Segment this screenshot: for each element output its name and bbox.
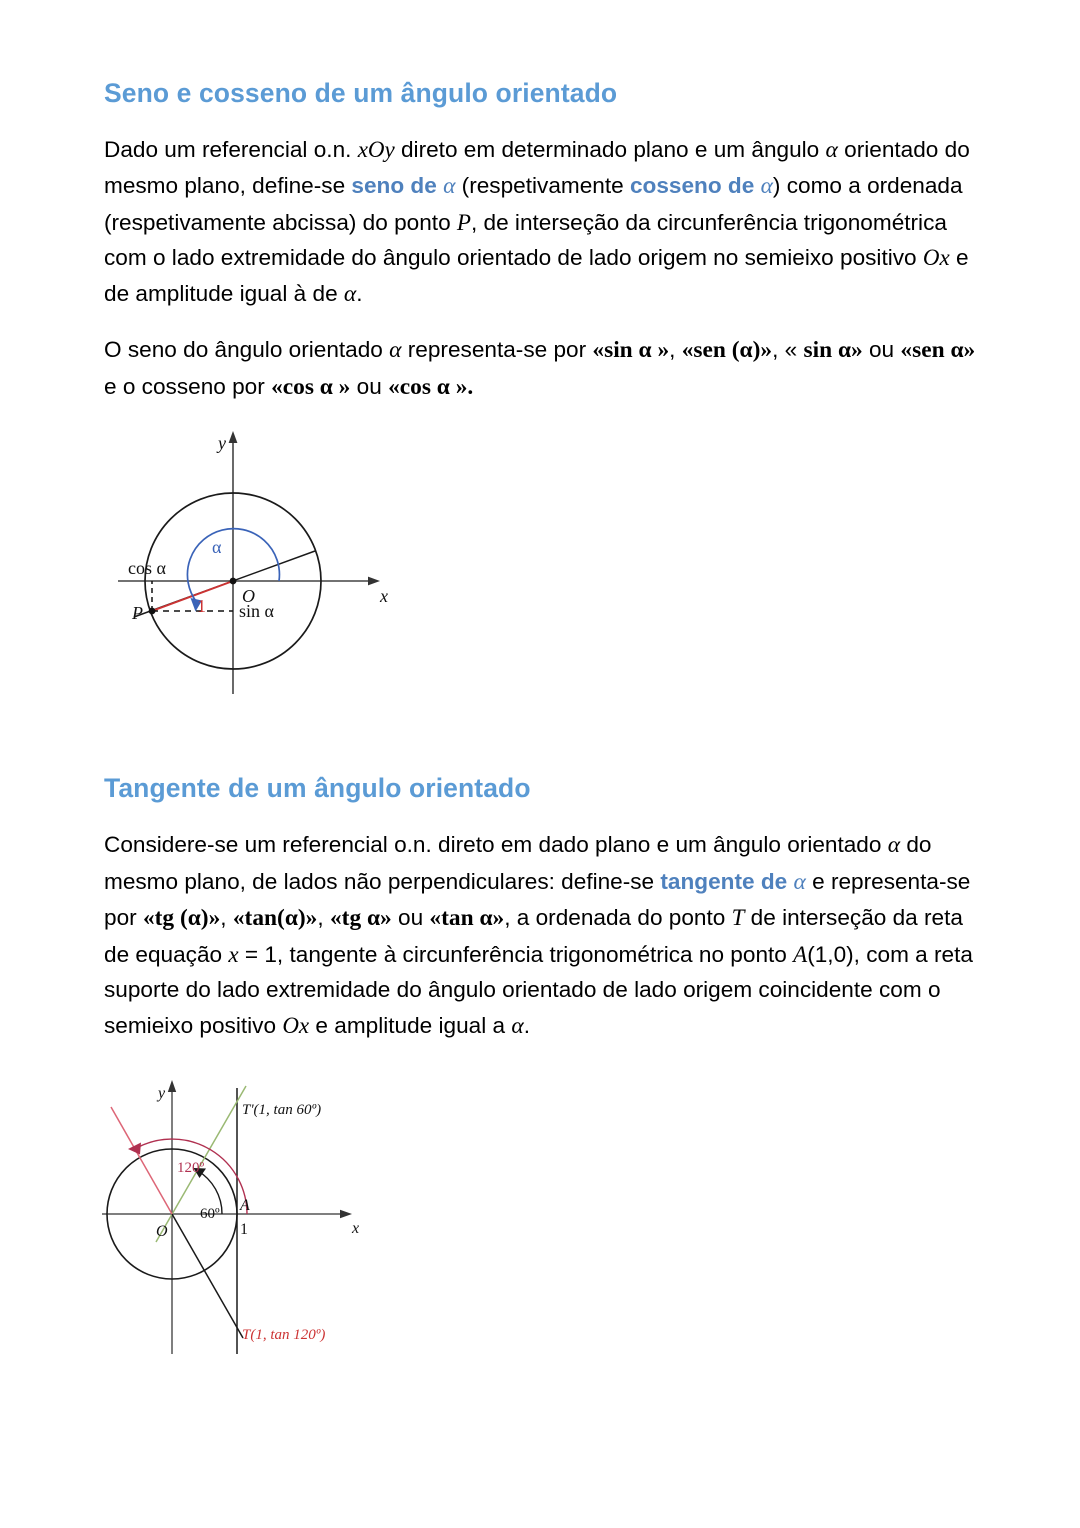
y-axis-arrowhead xyxy=(168,1080,176,1092)
x-axis-label: x xyxy=(380,586,388,607)
text-run: ou xyxy=(350,373,389,399)
term-label: cosseno de xyxy=(629,173,761,199)
y-axis-label: y xyxy=(218,433,226,454)
text-run: e de amplitude igual à de xyxy=(104,245,969,306)
point-a-label: A xyxy=(240,1197,250,1215)
math-t: T xyxy=(731,905,745,931)
page-title-tangente: Tangente de um ângulo orientado xyxy=(104,773,531,804)
text-run: e o cosseno por xyxy=(104,373,272,399)
notation-tan-alpha: «tan α» xyxy=(429,905,505,932)
y-axis-label: y xyxy=(158,1085,166,1103)
paragraph-definicao-tangente xyxy=(104,827,984,1044)
angle-arc-120-arrowhead xyxy=(128,1143,141,1155)
math-ox-label: Ox xyxy=(922,245,950,271)
text-run: Dado um referencial o.n. xyxy=(104,136,358,162)
text-run: (1,0), com a reta suporte do lado extremidade do ângulo orientado de lado origem coincidente com o semieixo positivo xyxy=(104,941,973,1038)
text-run: = 1, tangente à circunferência trigonométrica no ponto xyxy=(238,941,794,967)
text-run: , xyxy=(669,337,682,363)
text-run: direto em determinado plano e um ângulo xyxy=(394,136,826,162)
math-alpha: α xyxy=(793,868,806,895)
x-axis-arrowhead xyxy=(340,1210,352,1218)
math-alpha: α xyxy=(343,280,357,307)
text-run: . xyxy=(523,1012,530,1038)
math-alpha: α xyxy=(887,832,901,859)
term-label: tangente de xyxy=(660,868,794,894)
ray-120-degrees xyxy=(111,1107,172,1214)
text-run: O seno do ângulo orientado xyxy=(104,337,390,363)
text-run: representa-se por xyxy=(401,337,593,363)
text-run: , a ordenada do ponto xyxy=(504,905,732,931)
text-run: e representa-se por xyxy=(104,868,971,931)
math-alpha: α xyxy=(760,173,773,200)
figure-tangent-svg xyxy=(100,1066,420,1366)
math-ox xyxy=(923,245,950,270)
cos-alpha-label: cos α xyxy=(128,558,166,579)
page-title-seno-cosseno: Seno e cosseno de um ângulo orientado xyxy=(104,78,618,108)
math-alpha: α xyxy=(389,337,402,364)
x-axis-arrowhead xyxy=(368,577,380,586)
origin-label: O xyxy=(156,1223,168,1241)
figure-tangent-line xyxy=(100,1066,420,1366)
notation-tan-paren-alpha: «tan(α)» xyxy=(232,905,318,932)
math-alpha: α xyxy=(825,136,838,163)
text-run: , xyxy=(317,905,330,931)
text-run: ou xyxy=(391,905,430,931)
text-run: ) como a ordenada (respetivamente abcissa) do ponto xyxy=(104,173,963,235)
text-run: orientado do mesmo plano, define-se xyxy=(104,136,970,199)
text-run: do mesmo plano, de lados não perpendiculares: define-se xyxy=(104,832,932,894)
figure-unit-circle-svg xyxy=(100,419,420,709)
term-label: seno de xyxy=(351,173,444,199)
term-seno-de xyxy=(351,173,455,198)
angle-60-label: 60º xyxy=(200,1206,220,1223)
text-run: , de interseção da circunferência trigonométrica com o lado extremidade do ângulo orientado de lado origem no semieixo positivo xyxy=(104,209,947,271)
text-run: , xyxy=(220,905,233,931)
point-a-value-label: 1 xyxy=(240,1221,248,1239)
origin-point-dot xyxy=(230,578,237,585)
math-a: A xyxy=(793,941,808,967)
angle-120-label: 120º xyxy=(177,1160,205,1177)
text-run: ou xyxy=(862,337,901,363)
text-run: , « xyxy=(772,337,804,363)
term-tangente-de xyxy=(660,869,805,894)
y-axis-arrowhead xyxy=(229,431,238,443)
point-p-dot xyxy=(149,608,156,615)
notation-cos-alpha-alt: «cos α ». xyxy=(388,373,474,400)
sin-alpha-label: sin α xyxy=(239,601,274,622)
point-p-label: P xyxy=(132,603,143,624)
x-axis-label: x xyxy=(352,1220,360,1238)
text-run: de interseção da reta de equação xyxy=(104,905,963,967)
angle-alpha-label: α xyxy=(212,537,222,558)
notation-sin-alpha: «sin α » xyxy=(592,337,670,364)
notation-sin-alpha-alt: sin α» xyxy=(803,337,863,364)
paragraph-notacoes-seno-cosseno xyxy=(104,332,984,405)
angle-arc-120 xyxy=(137,1139,248,1214)
paragraph-definicao-seno-cosseno xyxy=(104,132,984,313)
math-x: x xyxy=(228,941,239,967)
term-cosseno-de xyxy=(630,173,773,198)
document-content xyxy=(104,78,984,1366)
math-xoy: xOy xyxy=(357,136,395,162)
point-t-label: T(1, tan 120º) xyxy=(242,1327,326,1344)
notation-tg-alpha: «tg α» xyxy=(329,905,392,932)
math-alpha: α xyxy=(443,173,456,200)
notation-sen-paren-alpha: «sen (α)» xyxy=(681,337,773,364)
radius-length-label: 1 xyxy=(197,596,206,617)
text-run: e amplitude igual a xyxy=(309,1012,512,1038)
math-ox xyxy=(282,1013,309,1038)
origin-label: O xyxy=(242,586,255,607)
text-run: . xyxy=(356,280,363,306)
ray-120-degrees-extension xyxy=(172,1214,243,1338)
notation-cos-alpha: «cos α » xyxy=(271,373,351,400)
notation-tg-paren-alpha: «tg (α)» xyxy=(142,905,221,932)
figure-unit-circle-sine-cosine xyxy=(100,419,420,709)
notation-sen-alpha: «sen α» xyxy=(900,337,976,364)
math-ox-label: Ox xyxy=(282,1012,310,1038)
math-p: P xyxy=(456,209,471,235)
point-t-prime-label: T'(1, tan 60º) xyxy=(242,1102,322,1119)
math-alpha: α xyxy=(511,1012,524,1039)
text-run: (respetivamente xyxy=(455,173,630,199)
text-run: Considere-se um referencial o.n. direto em dado plano e um ângulo orientado xyxy=(104,832,888,858)
